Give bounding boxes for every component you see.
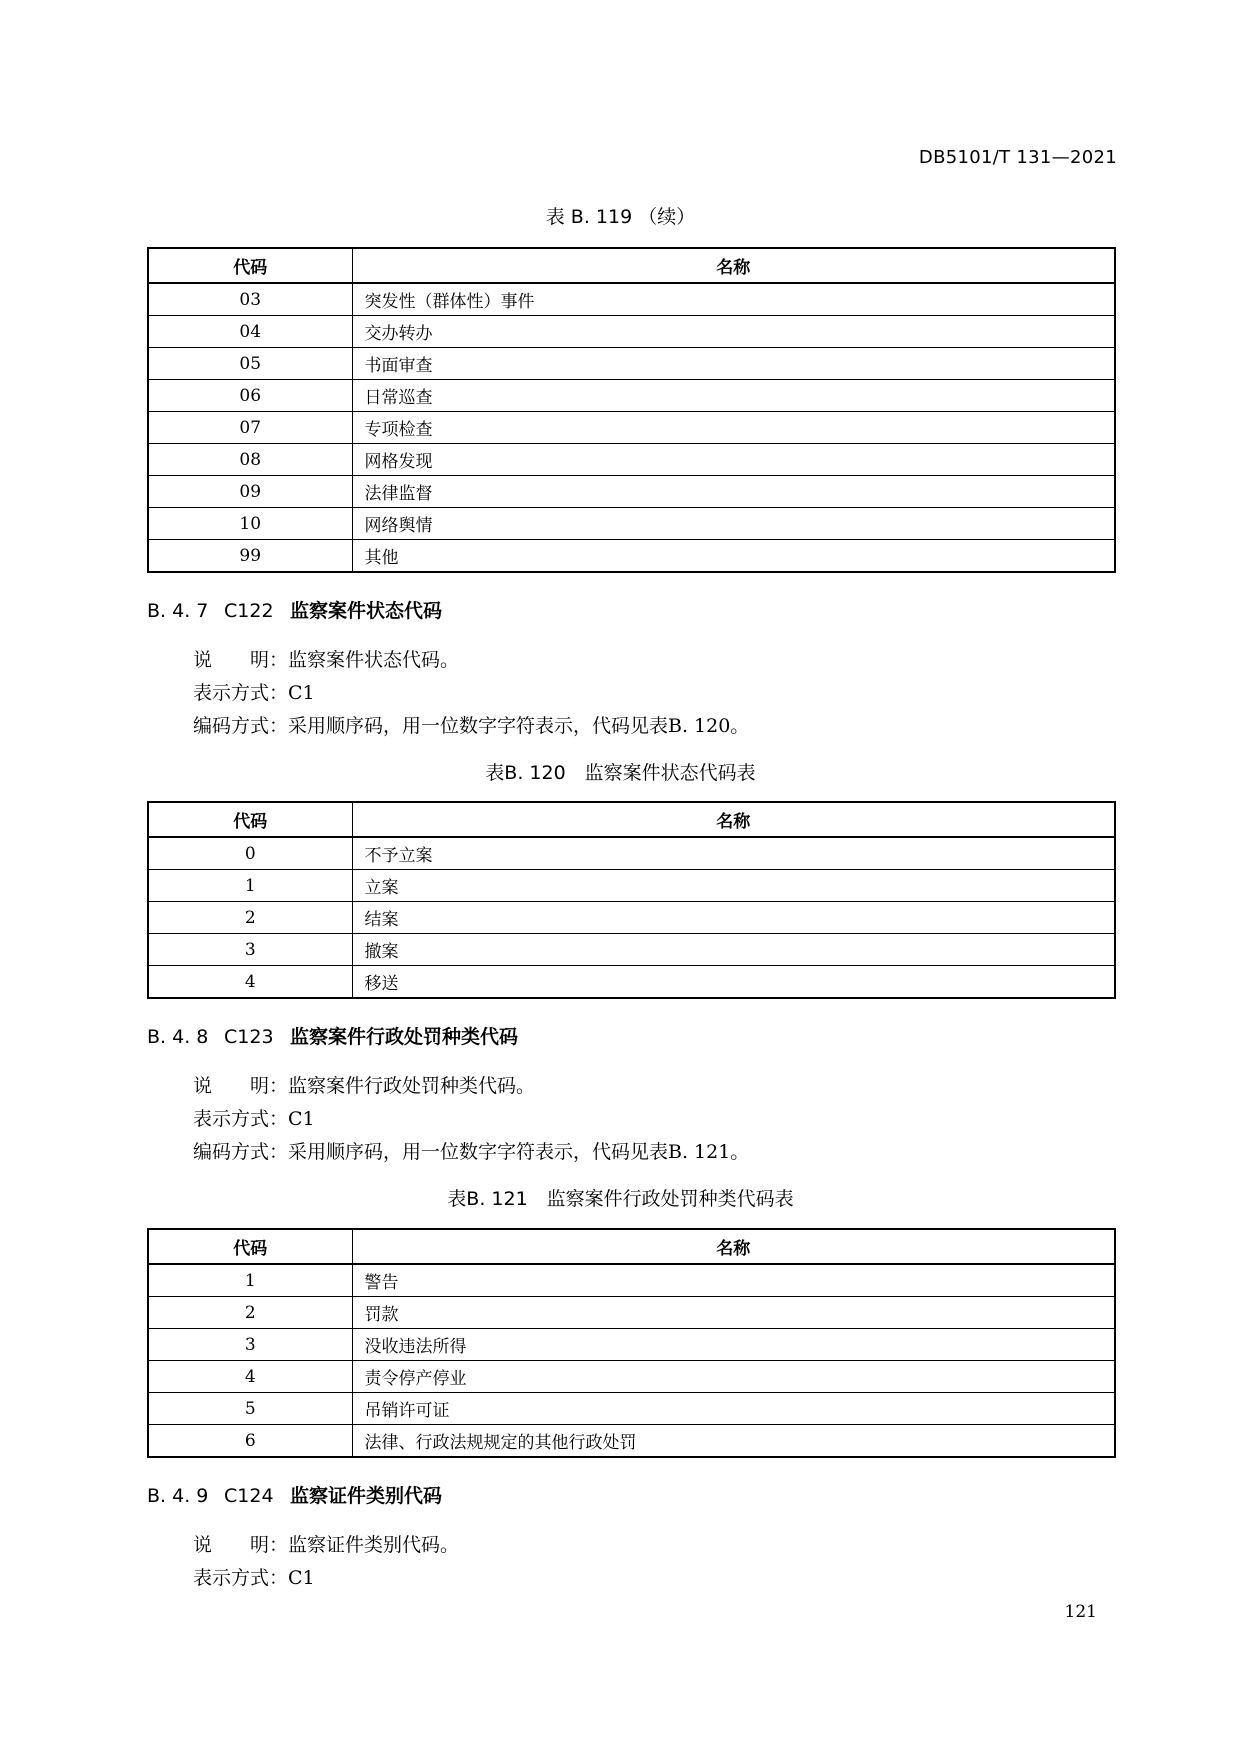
table-row bbox=[148, 1264, 1115, 1297]
column-header-code: 代码 bbox=[148, 248, 352, 283]
table-row bbox=[148, 476, 1115, 508]
table-header-row bbox=[148, 248, 1115, 283]
section-b47-representation: 表示方式：C1 bbox=[193, 682, 315, 704]
table-row bbox=[148, 444, 1115, 476]
column-header-code: 代码 bbox=[148, 802, 352, 837]
code-cell: 07 bbox=[148, 412, 352, 444]
table-b120-caption: 表B. 120 监察案件状态代码表 bbox=[485, 762, 756, 784]
section-b48-description: 说 明：监察案件行政处罚种类代码。 bbox=[193, 1075, 536, 1097]
name-cell: 责令停产停业 bbox=[352, 1361, 1115, 1393]
section-code: C124 bbox=[224, 1485, 274, 1507]
code-cell: 3 bbox=[148, 934, 352, 966]
code-cell: 06 bbox=[148, 380, 352, 412]
name-cell: 移送 bbox=[352, 966, 1115, 999]
name-cell: 撤案 bbox=[352, 934, 1115, 966]
table-row bbox=[148, 412, 1115, 444]
name-cell: 不予立案 bbox=[352, 837, 1115, 870]
name-cell: 网格发现 bbox=[352, 444, 1115, 476]
table-b121 bbox=[147, 1228, 1116, 1458]
section-b48-encoding: 编码方式：采用顺序码，用一位数字字符表示，代码见表B. 121。 bbox=[193, 1141, 750, 1163]
table-row bbox=[148, 902, 1115, 934]
table-b120 bbox=[147, 801, 1116, 999]
code-cell: 2 bbox=[148, 1297, 352, 1329]
code-cell: 03 bbox=[148, 283, 352, 316]
column-header-name: 名称 bbox=[352, 1229, 1115, 1264]
table-row bbox=[148, 1361, 1115, 1393]
table-header-row bbox=[148, 1229, 1115, 1264]
name-cell: 没收违法所得 bbox=[352, 1329, 1115, 1361]
name-cell: 日常巡查 bbox=[352, 380, 1115, 412]
table-row bbox=[148, 1425, 1115, 1458]
table-row bbox=[148, 1329, 1115, 1361]
table-row bbox=[148, 380, 1115, 412]
table-row bbox=[148, 508, 1115, 540]
section-b48-representation: 表示方式：C1 bbox=[193, 1108, 315, 1130]
table-row bbox=[148, 934, 1115, 966]
name-cell: 交办转办 bbox=[352, 316, 1115, 348]
code-cell: 2 bbox=[148, 902, 352, 934]
name-cell: 专项检查 bbox=[352, 412, 1115, 444]
standard-number: DB5101/T 131—2021 bbox=[918, 147, 1117, 168]
table-b119-caption: 表 B. 119 （续） bbox=[545, 206, 696, 228]
section-b49-heading bbox=[147, 1481, 442, 1508]
code-cell: 4 bbox=[148, 1361, 352, 1393]
section-number: B. 4. 7 bbox=[147, 600, 209, 622]
section-b49-representation: 表示方式：C1 bbox=[193, 1567, 315, 1589]
name-cell: 突发性（群体性）事件 bbox=[352, 283, 1115, 316]
code-cell: 10 bbox=[148, 508, 352, 540]
section-code: C123 bbox=[224, 1026, 274, 1048]
name-cell: 吊销许可证 bbox=[352, 1393, 1115, 1425]
section-b49-description: 说 明：监察证件类别代码。 bbox=[193, 1534, 460, 1556]
code-cell: 04 bbox=[148, 316, 352, 348]
code-cell: 6 bbox=[148, 1425, 352, 1458]
table-row bbox=[148, 283, 1115, 316]
code-cell: 99 bbox=[148, 540, 352, 573]
table-row bbox=[148, 540, 1115, 573]
name-cell: 书面审查 bbox=[352, 348, 1115, 380]
section-title: 监察案件状态代码 bbox=[290, 600, 443, 622]
table-row bbox=[148, 316, 1115, 348]
page-number: 121 bbox=[1064, 1602, 1097, 1622]
name-cell: 网络舆情 bbox=[352, 508, 1115, 540]
name-cell: 罚款 bbox=[352, 1297, 1115, 1329]
column-header-code: 代码 bbox=[148, 1229, 352, 1264]
name-cell: 警告 bbox=[352, 1264, 1115, 1297]
code-cell: 4 bbox=[148, 966, 352, 999]
table-row bbox=[148, 1297, 1115, 1329]
code-cell: 3 bbox=[148, 1329, 352, 1361]
section-b47-description: 说 明：监察案件状态代码。 bbox=[193, 649, 460, 671]
section-title: 监察证件类别代码 bbox=[290, 1485, 443, 1507]
code-cell: 05 bbox=[148, 348, 352, 380]
code-cell: 1 bbox=[148, 1264, 352, 1297]
section-b47-heading bbox=[147, 596, 442, 623]
section-number: B. 4. 9 bbox=[147, 1485, 209, 1507]
section-b47-encoding: 编码方式：采用顺序码，用一位数字字符表示，代码见表B. 120。 bbox=[193, 715, 750, 737]
section-number: B. 4. 8 bbox=[147, 1026, 209, 1048]
name-cell: 法律监督 bbox=[352, 476, 1115, 508]
name-cell: 结案 bbox=[352, 902, 1115, 934]
table-b119 bbox=[147, 247, 1116, 573]
code-cell: 0 bbox=[148, 837, 352, 870]
name-cell: 立案 bbox=[352, 870, 1115, 902]
code-cell: 09 bbox=[148, 476, 352, 508]
table-b121-caption: 表B. 121 监察案件行政处罚种类代码表 bbox=[447, 1188, 794, 1210]
table-header-row bbox=[148, 802, 1115, 837]
table-row bbox=[148, 1393, 1115, 1425]
section-b48-heading bbox=[147, 1022, 518, 1049]
section-code: C122 bbox=[224, 600, 274, 622]
code-cell: 08 bbox=[148, 444, 352, 476]
column-header-name: 名称 bbox=[352, 802, 1115, 837]
name-cell: 法律、行政法规规定的其他行政处罚 bbox=[352, 1425, 1115, 1458]
code-cell: 1 bbox=[148, 870, 352, 902]
table-row bbox=[148, 966, 1115, 999]
name-cell: 其他 bbox=[352, 540, 1115, 573]
table-row bbox=[148, 837, 1115, 870]
column-header-name: 名称 bbox=[352, 248, 1115, 283]
code-cell: 5 bbox=[148, 1393, 352, 1425]
table-row bbox=[148, 870, 1115, 902]
section-title: 监察案件行政处罚种类代码 bbox=[290, 1026, 519, 1048]
table-row bbox=[148, 348, 1115, 380]
